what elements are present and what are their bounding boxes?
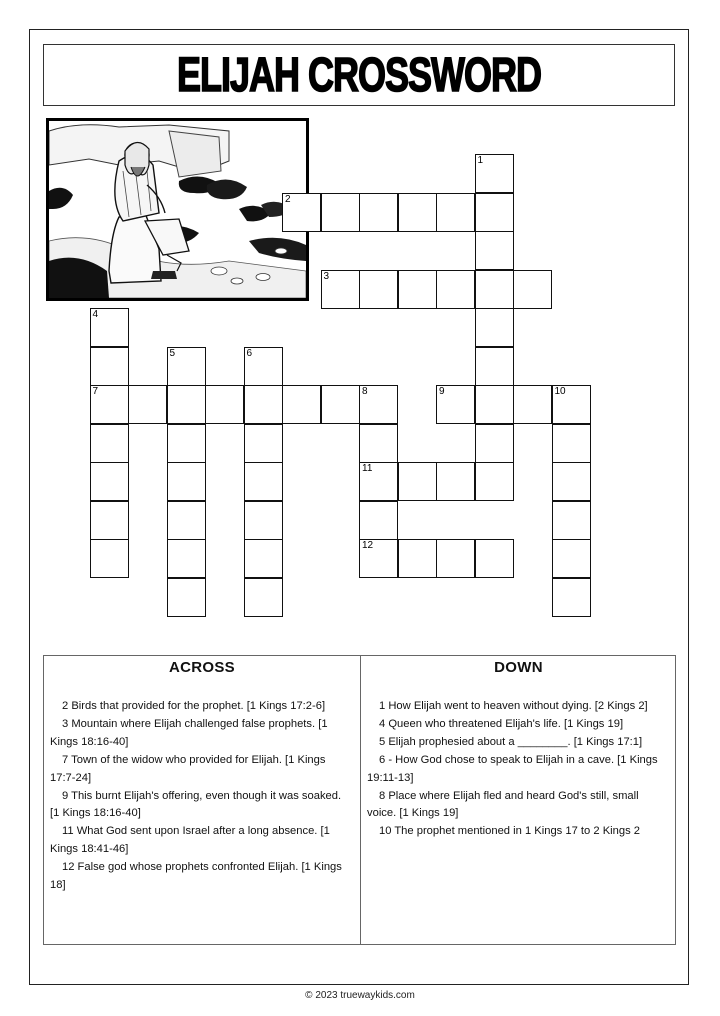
crossword-cell[interactable] (398, 270, 437, 309)
crossword-cell[interactable] (244, 501, 283, 540)
crossword-cell[interactable] (167, 462, 206, 501)
crossword-cell[interactable] (398, 539, 437, 578)
crossword-cell[interactable] (90, 347, 129, 386)
crossword-cell[interactable] (167, 501, 206, 540)
crossword-cell[interactable] (90, 501, 129, 540)
crossword-cell[interactable] (359, 270, 398, 309)
crossword-cell[interactable] (359, 462, 398, 501)
crossword-cell[interactable] (167, 578, 206, 617)
clue-number: 3 (323, 270, 330, 282)
crossword-cell[interactable] (436, 385, 475, 424)
crossword-cell[interactable] (244, 424, 283, 463)
crossword-cell[interactable] (552, 578, 591, 617)
crossword-cell[interactable] (321, 270, 360, 309)
across-clue: 9 This burnt Elijah's offering, even though it was soaked. [1 Kings 18:16-40] (50, 789, 342, 820)
clue-number: 12 (362, 540, 374, 551)
crossword-cell[interactable] (552, 424, 591, 463)
crossword-cell[interactable] (321, 193, 360, 232)
crossword-cell[interactable] (167, 424, 206, 463)
across-clue: 11 What God sent upon Israel after a long absence. [1 Kings 18:41-46] (50, 825, 330, 856)
down-column (361, 656, 676, 944)
crossword-cell[interactable] (475, 154, 514, 193)
crossword-cell[interactable] (167, 385, 206, 424)
across-clue-list (50, 698, 352, 895)
down-clue: 1 How Elijah went to heaven without dying. [2 Kings 2] (379, 700, 648, 712)
crossword-cell[interactable] (321, 385, 360, 424)
crossword-cell[interactable] (475, 270, 514, 309)
crossword-cell[interactable] (398, 462, 437, 501)
down-clue: 8 Place where Elijah fled and heard God's still, small voice. [1 Kings 19] (367, 789, 639, 820)
across-column (44, 656, 360, 944)
down-heading: DOWN (494, 659, 543, 676)
crossword-cell[interactable] (167, 347, 206, 386)
crossword-cell[interactable] (475, 424, 514, 463)
crossword-cell[interactable] (552, 385, 591, 424)
clues-panel (43, 655, 676, 945)
crossword-cell[interactable] (359, 385, 398, 424)
crossword-cell[interactable] (552, 501, 591, 540)
crossword-cell[interactable] (359, 501, 398, 540)
crossword-cell[interactable] (282, 193, 321, 232)
page-title: ELIJAH CROSSWORD (176, 46, 542, 102)
down-clue: 6 - How God chose to speak to Elijah in a cave. [1 Kings 19:11-13] (367, 753, 658, 784)
across-clue: 12 False god whose prophets confronted Elijah. [1 Kings 18] (50, 861, 342, 892)
elijah-sitting-icon (49, 121, 306, 298)
crossword-cell[interactable] (475, 347, 514, 386)
clue-number: 4 (92, 309, 99, 320)
crossword-cell[interactable] (128, 385, 167, 424)
across-heading: ACROSS (169, 659, 235, 676)
down-clue: 5 Elijah prophesied about a ________. [1 Kings 17:1] (379, 735, 643, 748)
crossword-cell[interactable] (205, 385, 244, 424)
crossword-cell[interactable] (475, 193, 514, 232)
clue-number: 6 (246, 347, 253, 359)
crossword-cell[interactable] (475, 385, 514, 424)
crossword-cell[interactable] (475, 539, 514, 578)
crossword-cell[interactable] (359, 193, 398, 232)
title-box (43, 44, 675, 106)
clue-number: 1 (477, 155, 484, 166)
clue-number: 11 (362, 463, 373, 474)
crossword-cell[interactable] (90, 424, 129, 463)
across-clue: 3 Mountain where Elijah challenged false prophets. [1 Kings 18:16-40] (50, 717, 328, 748)
crossword-cell[interactable] (552, 539, 591, 578)
crossword-cell[interactable] (244, 385, 283, 424)
crossword-cell[interactable] (282, 385, 321, 424)
crossword-cell[interactable] (436, 539, 475, 578)
clue-number: 7 (92, 386, 99, 397)
crossword-cell[interactable] (475, 231, 514, 270)
crossword-cell[interactable] (244, 347, 283, 386)
crossword-cell[interactable] (552, 462, 591, 501)
elijah-illustration (46, 118, 309, 301)
copyright-footer: © 2023 truewaykids.com (305, 990, 415, 1001)
down-clue: 4 Queen who threatened Elijah's life. [1 Kings 19] (379, 717, 624, 730)
crossword-cell[interactable] (90, 385, 129, 424)
crossword-cell[interactable] (398, 193, 437, 232)
clue-number: 8 (362, 386, 368, 397)
down-clue: 10 The prophet mentioned in 1 Kings 17 to 2 Kings 2 (379, 825, 641, 838)
crossword-cell[interactable] (513, 385, 552, 424)
crossword-cell[interactable] (244, 539, 283, 578)
clue-number: 10 (554, 386, 566, 397)
down-clue-list (367, 698, 668, 841)
crossword-cell[interactable] (90, 462, 129, 501)
crossword-cell[interactable] (436, 193, 475, 232)
crossword-cell[interactable] (167, 539, 206, 578)
crossword-cell[interactable] (359, 424, 398, 463)
crossword-cell[interactable] (475, 462, 514, 501)
crossword-cell[interactable] (244, 578, 283, 617)
clue-number: 9 (439, 386, 445, 397)
clue-number: 5 (169, 347, 176, 359)
crossword-cell[interactable] (359, 539, 398, 578)
across-clue: 7 Town of the widow who provided for Elijah. [1 Kings 17:7-24] (50, 753, 326, 784)
crossword-cell[interactable] (90, 539, 129, 578)
across-clue: 2 Birds that provided for the prophet. [1 Kings 17:2-6] (62, 700, 326, 712)
clue-number: 2 (285, 193, 291, 205)
crossword-cell[interactable] (436, 462, 475, 501)
crossword-cell[interactable] (475, 308, 514, 347)
crossword-cell[interactable] (436, 270, 475, 309)
crossword-cell[interactable] (244, 462, 283, 501)
crossword-cell[interactable] (90, 308, 129, 347)
crossword-cell[interactable] (513, 270, 552, 309)
